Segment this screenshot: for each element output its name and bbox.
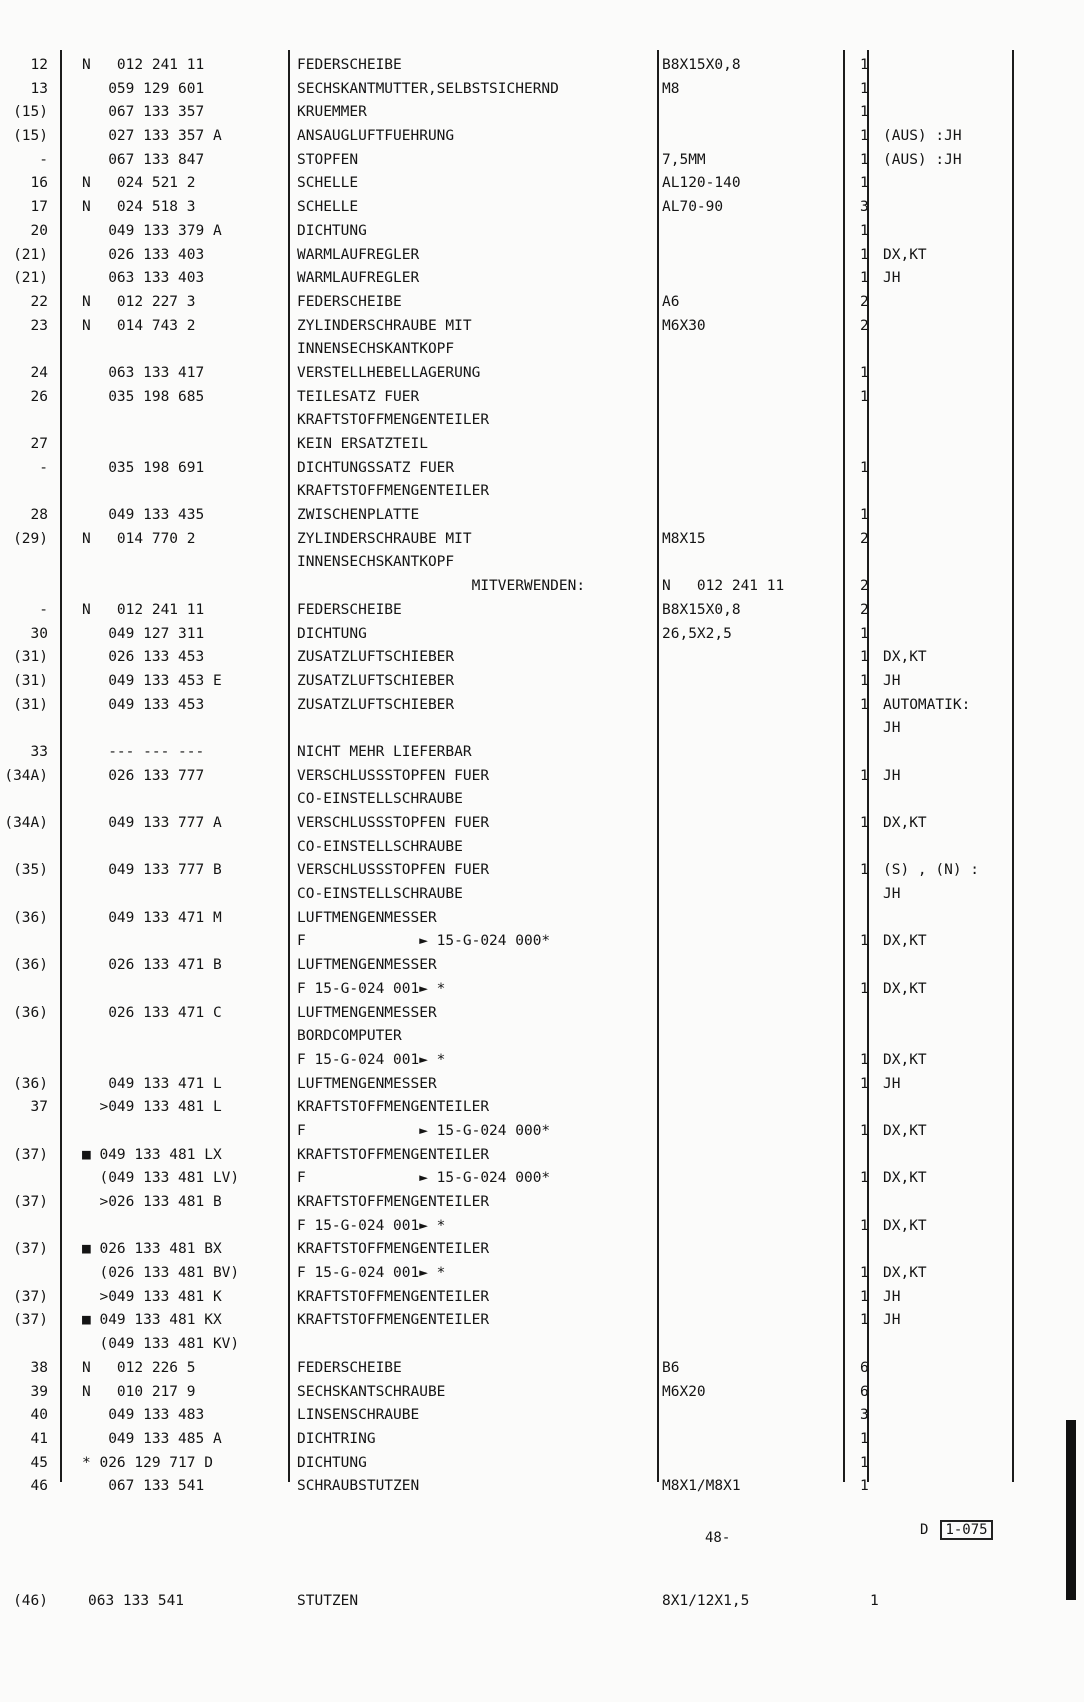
- ref-cell: -: [39, 151, 48, 168]
- table-row: [0, 907, 1084, 931]
- table-row: [0, 1191, 1084, 1215]
- table-row: [0, 812, 1084, 836]
- description-cell: KRAFTSTOFFMENGENTEILER: [297, 412, 490, 429]
- table-row: [0, 267, 1084, 291]
- description-cell: DICHTUNGSSATZ FUER: [297, 459, 455, 476]
- table-row: [0, 954, 1084, 978]
- table-row: [0, 315, 1084, 339]
- spec-cell: M8X15: [662, 530, 706, 547]
- table-row: [0, 1073, 1084, 1097]
- part-number-cell: 027 133 357 A: [82, 128, 222, 145]
- part-number-cell: N 024 521 2: [82, 175, 196, 192]
- ref-cell: (37): [13, 1288, 48, 1305]
- remarks-cell: DX,KT: [883, 1170, 927, 1187]
- part-number-cell: N 014 743 2: [82, 317, 196, 334]
- part-number-cell: 049 133 485 A: [82, 1430, 222, 1447]
- ref-cell: 38: [30, 1359, 48, 1376]
- description-cell: ZWISCHENPLATTE: [297, 507, 420, 524]
- ref-cell: 41: [30, 1430, 48, 1447]
- description-cell: LUFTMENGENMESSER: [297, 909, 437, 926]
- ref-cell: 26: [30, 388, 48, 405]
- table-row: [0, 836, 1084, 860]
- part-number-cell: N 014 770 2: [82, 530, 196, 547]
- description-cell: F 15-G-024 001► *: [297, 1217, 446, 1234]
- description-cell: KRAFTSTOFFMENGENTEILER: [297, 1194, 490, 1210]
- description-cell: F ► 15-G-024 000*: [297, 933, 551, 950]
- remarks-cell: DX,KT: [883, 1051, 927, 1068]
- remarks-cell: JH: [883, 1288, 901, 1305]
- qty-cell: 1: [860, 104, 869, 121]
- part-number-cell: 049 133 453: [82, 696, 205, 713]
- table-row: [0, 54, 1084, 78]
- qty-cell: 1: [860, 980, 869, 997]
- ref-cell: (36): [13, 909, 48, 926]
- part-number-cell: N 012 226 5: [82, 1359, 196, 1376]
- description-cell: ZYLINDERSCHRAUBE MIT: [297, 530, 472, 547]
- ref-cell: 20: [30, 222, 48, 239]
- description-cell: ZUSATZLUFTSCHIEBER: [297, 672, 455, 689]
- qty-cell: 1: [860, 388, 869, 405]
- qty-cell: 1: [860, 270, 869, 287]
- binding-edge-mark: [1066, 1420, 1076, 1600]
- spec-cell: 7,5MM: [662, 151, 706, 168]
- table-row: [0, 646, 1084, 670]
- qty-cell: 1: [860, 672, 869, 689]
- qty-cell: 3: [860, 1407, 869, 1424]
- ref-cell: (21): [13, 270, 48, 287]
- ref-cell: (31): [13, 696, 48, 713]
- part-number-cell: N 010 217 9: [82, 1383, 196, 1400]
- qty-cell: 1: [860, 1075, 869, 1092]
- table-row: [0, 504, 1084, 528]
- parts-table: [0, 54, 1084, 1499]
- qty-cell: 1: [860, 1478, 869, 1495]
- part-number-cell: ■ 049 133 481 LX: [82, 1146, 222, 1163]
- page-number: 48-: [705, 1530, 731, 1546]
- description-cell: DICHTUNG: [297, 222, 367, 239]
- ref-cell: (36): [13, 1075, 48, 1092]
- table-row: [0, 1002, 1084, 1026]
- spec-cell: 26,5X2,5: [662, 625, 732, 642]
- remarks-cell: JH: [883, 720, 901, 737]
- description-cell: CO-EINSTELLSCHRAUBE: [297, 886, 463, 903]
- remarks-cell: JH: [883, 767, 901, 784]
- qty-cell: 1: [860, 815, 869, 831]
- description-cell: LUFTMENGENMESSER: [297, 1004, 437, 1021]
- table-row: [0, 1120, 1084, 1144]
- table-row: [0, 338, 1084, 362]
- table-row: [0, 599, 1084, 623]
- spec-cell: AL120-140: [662, 175, 741, 192]
- description-cell: ZUSATZLUFTSCHIEBER: [297, 649, 455, 666]
- qty-cell: 1: [860, 1170, 869, 1187]
- part-number-cell: ■ 026 133 481 BX: [82, 1241, 222, 1258]
- next-ref: (46): [13, 1593, 48, 1609]
- part-number-cell: --- --- ---: [82, 743, 205, 760]
- part-number-cell: ■ 049 133 481 KX: [82, 1312, 222, 1329]
- ref-cell: (31): [13, 672, 48, 689]
- part-number-cell: 026 133 403: [82, 246, 205, 263]
- part-number-cell: 049 133 471 M: [82, 909, 222, 926]
- ref-cell: 28: [30, 507, 48, 524]
- description-cell: VERSCHLUSSSTOPFEN FUER: [297, 815, 490, 831]
- next-qty: 1: [870, 1593, 879, 1609]
- description-cell: CO-EINSTELLSCHRAUBE: [297, 791, 463, 808]
- part-number-cell: 049 127 311: [82, 625, 205, 642]
- ref-cell: 27: [30, 436, 48, 452]
- part-number-cell: (026 133 481 BV): [82, 1265, 240, 1282]
- description-cell: SCHELLE: [297, 175, 359, 192]
- table-row: [0, 1167, 1084, 1191]
- description-cell: DICHTUNG: [297, 625, 367, 642]
- part-number-cell: 049 133 471 L: [82, 1075, 222, 1092]
- table-row: [0, 362, 1084, 386]
- remarks-cell: (AUS) :JH: [883, 128, 962, 145]
- table-row: [0, 1096, 1084, 1120]
- table-row: [0, 244, 1084, 268]
- table-row: [0, 623, 1084, 647]
- description-cell: DICHTUNG: [297, 1454, 367, 1471]
- description-cell: KRAFTSTOFFMENGENTEILER: [297, 1146, 490, 1163]
- description-cell: KRAFTSTOFFMENGENTEILER: [297, 1312, 490, 1329]
- part-number-cell: 026 133 453: [82, 649, 205, 666]
- table-row: [0, 1452, 1084, 1476]
- remarks-cell: DX,KT: [883, 933, 927, 950]
- remarks-cell: JH: [883, 672, 901, 689]
- spec-cell: N 012 241 11: [662, 578, 785, 595]
- description-cell: KRAFTSTOFFMENGENTEILER: [297, 1099, 490, 1116]
- table-row: [0, 1357, 1084, 1381]
- qty-cell: 1: [860, 649, 869, 666]
- table-row: [0, 125, 1084, 149]
- table-row: [0, 480, 1084, 504]
- description-cell: SECHSKANTMUTTER,SELBSTSICHERND: [297, 80, 559, 97]
- description-cell: LINSENSCHRAUBE: [297, 1407, 420, 1424]
- table-row: [0, 1262, 1084, 1286]
- ref-cell: 23: [30, 317, 48, 334]
- table-row: [0, 930, 1084, 954]
- description-cell: KRAFTSTOFFMENGENTEILER: [297, 483, 490, 500]
- remarks-cell: JH: [883, 886, 901, 903]
- spec-cell: B6: [662, 1359, 680, 1376]
- ref-cell: 40: [30, 1407, 48, 1424]
- next-part-number: 063 133 541: [88, 1593, 185, 1609]
- part-number-cell: 049 133 777 B: [82, 862, 222, 879]
- description-cell: DICHTRING: [297, 1430, 376, 1447]
- qty-cell: 1: [860, 128, 869, 145]
- part-number-cell: N 012 241 11: [82, 57, 205, 73]
- ref-cell: 12: [30, 57, 48, 73]
- part-number-cell: 067 133 847: [82, 151, 205, 168]
- table-row: [0, 386, 1084, 410]
- ref-cell: (29): [13, 530, 48, 547]
- qty-cell: 2: [860, 317, 869, 334]
- qty-cell: 1: [860, 1312, 869, 1329]
- spec-cell: B8X15X0,8: [662, 57, 741, 73]
- ref-cell: (36): [13, 957, 48, 974]
- spec-cell: B8X15X0,8: [662, 601, 741, 618]
- remarks-cell: DX,KT: [883, 1265, 927, 1282]
- qty-cell: 1: [860, 80, 869, 97]
- next-spec: 8X1/12X1,5: [662, 1593, 750, 1609]
- ref-cell: 30: [30, 625, 48, 642]
- table-row: [0, 551, 1084, 575]
- ref-cell: (31): [13, 649, 48, 666]
- description-cell: F 15-G-024 001► *: [297, 980, 446, 997]
- description-cell: ZYLINDERSCHRAUBE MIT: [297, 317, 472, 334]
- qty-cell: 2: [860, 578, 869, 595]
- qty-cell: 1: [860, 625, 869, 642]
- part-number-cell: 035 198 685: [82, 388, 205, 405]
- table-row: [0, 765, 1084, 789]
- part-number-cell: 067 133 357: [82, 104, 205, 121]
- qty-cell: 1: [860, 1217, 869, 1234]
- table-row: [0, 694, 1084, 718]
- table-row: [0, 1381, 1084, 1405]
- qty-cell: 1: [860, 1454, 869, 1471]
- table-row: [0, 101, 1084, 125]
- part-number-cell: 026 133 777: [82, 767, 205, 784]
- description-cell: VERSCHLUSSSTOPFEN FUER: [297, 862, 490, 879]
- description-cell: FEDERSCHEIBE: [297, 1359, 402, 1376]
- description-cell: KEIN ERSATZTEIL: [297, 436, 428, 452]
- ref-cell: (34A): [4, 815, 48, 831]
- description-cell: FEDERSCHEIBE: [297, 293, 402, 310]
- description-cell: INNENSECHSKANTKOPF: [297, 554, 455, 571]
- qty-cell: 1: [860, 767, 869, 784]
- table-row: [0, 1475, 1084, 1499]
- description-cell: NICHT MEHR LIEFERBAR: [297, 743, 472, 760]
- qty-cell: 1: [860, 364, 869, 381]
- qty-cell: 1: [860, 507, 869, 524]
- table-row: [0, 78, 1084, 102]
- ref-cell: (36): [13, 1004, 48, 1021]
- table-row: [0, 1286, 1084, 1310]
- remarks-cell: (AUS) :JH: [883, 151, 962, 168]
- description-cell: BORDCOMPUTER: [297, 1028, 402, 1045]
- table-row: [0, 883, 1084, 907]
- table-row: [0, 1025, 1084, 1049]
- qty-cell: 2: [860, 530, 869, 547]
- spec-cell: A6: [662, 293, 680, 310]
- description-cell: KRAFTSTOFFMENGENTEILER: [297, 1288, 490, 1305]
- ref-cell: 22: [30, 293, 48, 310]
- table-row: [0, 291, 1084, 315]
- qty-cell: 3: [860, 199, 869, 216]
- qty-cell: 6: [860, 1359, 869, 1376]
- part-number-cell: 063 133 403: [82, 270, 205, 287]
- ref-cell: 39: [30, 1383, 48, 1400]
- description-cell: SCHRAUBSTUTZEN: [297, 1478, 420, 1495]
- part-number-cell: (049 133 481 KV): [82, 1336, 240, 1353]
- ref-cell: (34A): [4, 767, 48, 784]
- qty-cell: 1: [860, 1051, 869, 1068]
- ref-cell: (15): [13, 104, 48, 121]
- description-cell: KRUEMMER: [297, 104, 367, 121]
- qty-cell: 1: [860, 175, 869, 192]
- part-number-cell: 035 198 691: [82, 459, 205, 476]
- description-cell: MITVERWENDEN:: [297, 578, 586, 595]
- remarks-cell: DX,KT: [883, 815, 927, 831]
- part-number-cell: >026 133 481 B: [82, 1194, 222, 1210]
- table-row: [0, 788, 1084, 812]
- ref-cell: (15): [13, 128, 48, 145]
- page-code-box: 1-075: [940, 1520, 992, 1540]
- qty-cell: 1: [860, 1122, 869, 1139]
- table-row: [0, 457, 1084, 481]
- ref-cell: 16: [30, 175, 48, 192]
- table-row: [0, 1428, 1084, 1452]
- description-cell: SECHSKANTSCHRAUBE: [297, 1383, 446, 1400]
- part-number-cell: 049 133 435: [82, 507, 205, 524]
- spec-cell: AL70-90: [662, 199, 724, 216]
- table-row: [0, 717, 1084, 741]
- remarks-cell: DX,KT: [883, 1122, 927, 1139]
- part-number-cell: 049 133 483: [82, 1407, 205, 1424]
- spec-cell: M6X20: [662, 1383, 706, 1400]
- table-row: [0, 172, 1084, 196]
- table-row: [0, 978, 1084, 1002]
- table-row: [0, 1309, 1084, 1333]
- description-cell: SCHELLE: [297, 199, 359, 216]
- qty-cell: 1: [860, 459, 869, 476]
- description-cell: F ► 15-G-024 000*: [297, 1122, 551, 1139]
- ref-cell: 13: [30, 80, 48, 97]
- description-cell: KRAFTSTOFFMENGENTEILER: [297, 1241, 490, 1258]
- description-cell: WARMLAUFREGLER: [297, 270, 420, 287]
- table-row: [0, 741, 1084, 765]
- part-number-cell: 059 129 601: [82, 80, 205, 97]
- description-cell: ZUSATZLUFTSCHIEBER: [297, 696, 455, 713]
- qty-cell: 1: [860, 933, 869, 950]
- description-cell: FEDERSCHEIBE: [297, 57, 402, 73]
- table-row: [0, 670, 1084, 694]
- part-number-cell: 049 133 777 A: [82, 815, 222, 831]
- ref-cell: 33: [30, 743, 48, 760]
- part-number-cell: * 026 129 717 D: [82, 1454, 213, 1471]
- qty-cell: 1: [860, 1430, 869, 1447]
- remarks-cell: DX,KT: [883, 649, 927, 666]
- ref-cell: (35): [13, 862, 48, 879]
- ref-cell: (37): [13, 1194, 48, 1210]
- ref-cell: 17: [30, 199, 48, 216]
- description-cell: F 15-G-024 001► *: [297, 1265, 446, 1282]
- qty-cell: 2: [860, 293, 869, 310]
- remarks-cell: (S) , (N) :: [883, 862, 980, 879]
- description-cell: VERSTELLHEBELLAGERUNG: [297, 364, 481, 381]
- part-number-cell: 049 133 379 A: [82, 222, 222, 239]
- qty-cell: 1: [860, 696, 869, 713]
- remarks-cell: JH: [883, 270, 901, 287]
- remarks-cell: DX,KT: [883, 980, 927, 997]
- description-cell: VERSCHLUSSSTOPFEN FUER: [297, 767, 490, 784]
- remarks-cell: JH: [883, 1312, 901, 1329]
- ref-cell: 37: [30, 1099, 48, 1116]
- part-number-cell: 049 133 453 E: [82, 672, 222, 689]
- spec-cell: M8X1/M8X1: [662, 1478, 741, 1495]
- description-cell: CO-EINSTELLSCHRAUBE: [297, 838, 463, 855]
- part-number-cell: 067 133 541: [82, 1478, 205, 1495]
- remarks-cell: DX,KT: [883, 246, 927, 263]
- qty-cell: 1: [860, 151, 869, 168]
- part-number-cell: >049 133 481 K: [82, 1288, 222, 1305]
- table-row: [0, 859, 1084, 883]
- qty-cell: 1: [860, 862, 869, 879]
- qty-cell: 1: [860, 222, 869, 239]
- table-row: [0, 1404, 1084, 1428]
- qty-cell: 2: [860, 601, 869, 618]
- ref-cell: 45: [30, 1454, 48, 1471]
- table-row: [0, 1049, 1084, 1073]
- table-row: [0, 1215, 1084, 1239]
- description-cell: F 15-G-024 001► *: [297, 1051, 446, 1068]
- qty-cell: 1: [860, 1265, 869, 1282]
- next-description: STUTZEN: [297, 1593, 359, 1609]
- description-cell: STOPFEN: [297, 151, 359, 168]
- section-letter: D: [920, 1522, 929, 1538]
- description-cell: F ► 15-G-024 000*: [297, 1170, 551, 1187]
- ref-cell: -: [39, 459, 48, 476]
- table-row: [0, 1238, 1084, 1262]
- description-cell: LUFTMENGENMESSER: [297, 957, 437, 974]
- table-row: [0, 220, 1084, 244]
- remarks-cell: JH: [883, 1075, 901, 1092]
- table-row: [0, 575, 1084, 599]
- ref-cell: (21): [13, 246, 48, 263]
- ref-cell: 46: [30, 1478, 48, 1495]
- part-number-cell: N 012 241 11: [82, 601, 205, 618]
- table-row: [0, 528, 1084, 552]
- description-cell: LUFTMENGENMESSER: [297, 1075, 437, 1092]
- description-cell: INNENSECHSKANTKOPF: [297, 341, 455, 358]
- part-number-cell: 026 133 471 B: [82, 957, 222, 974]
- description-cell: WARMLAUFREGLER: [297, 246, 420, 263]
- part-number-cell: 063 133 417: [82, 364, 205, 381]
- qty-cell: 1: [860, 57, 869, 73]
- description-cell: TEILESATZ FUER: [297, 388, 420, 405]
- remarks-cell: DX,KT: [883, 1217, 927, 1234]
- qty-cell: 1: [860, 246, 869, 263]
- remarks-cell: AUTOMATIK:: [883, 696, 971, 713]
- description-cell: FEDERSCHEIBE: [297, 601, 402, 618]
- table-row: [0, 1333, 1084, 1357]
- spec-cell: M6X30: [662, 317, 706, 334]
- ref-cell: -: [39, 601, 48, 618]
- ref-cell: (37): [13, 1146, 48, 1163]
- qty-cell: 6: [860, 1383, 869, 1400]
- next-page-partial-row: [0, 1590, 1084, 1614]
- part-number-cell: (049 133 481 LV): [82, 1170, 240, 1187]
- ref-cell: 24: [30, 364, 48, 381]
- part-number-cell: N 024 518 3: [82, 199, 196, 216]
- ref-cell: (37): [13, 1241, 48, 1258]
- ref-cell: (37): [13, 1312, 48, 1329]
- qty-cell: 1: [860, 1288, 869, 1305]
- table-row: [0, 149, 1084, 173]
- spec-cell: M8: [662, 80, 680, 97]
- part-number-cell: >049 133 481 L: [82, 1099, 222, 1116]
- description-cell: ANSAUGLUFTFUEHRUNG: [297, 128, 455, 145]
- table-row: [0, 196, 1084, 220]
- page-reference: [920, 1520, 993, 1540]
- table-row: [0, 1144, 1084, 1168]
- table-row: [0, 409, 1084, 433]
- part-number-cell: 026 133 471 C: [82, 1004, 222, 1021]
- table-row: [0, 433, 1084, 457]
- part-number-cell: N 012 227 3: [82, 293, 196, 310]
